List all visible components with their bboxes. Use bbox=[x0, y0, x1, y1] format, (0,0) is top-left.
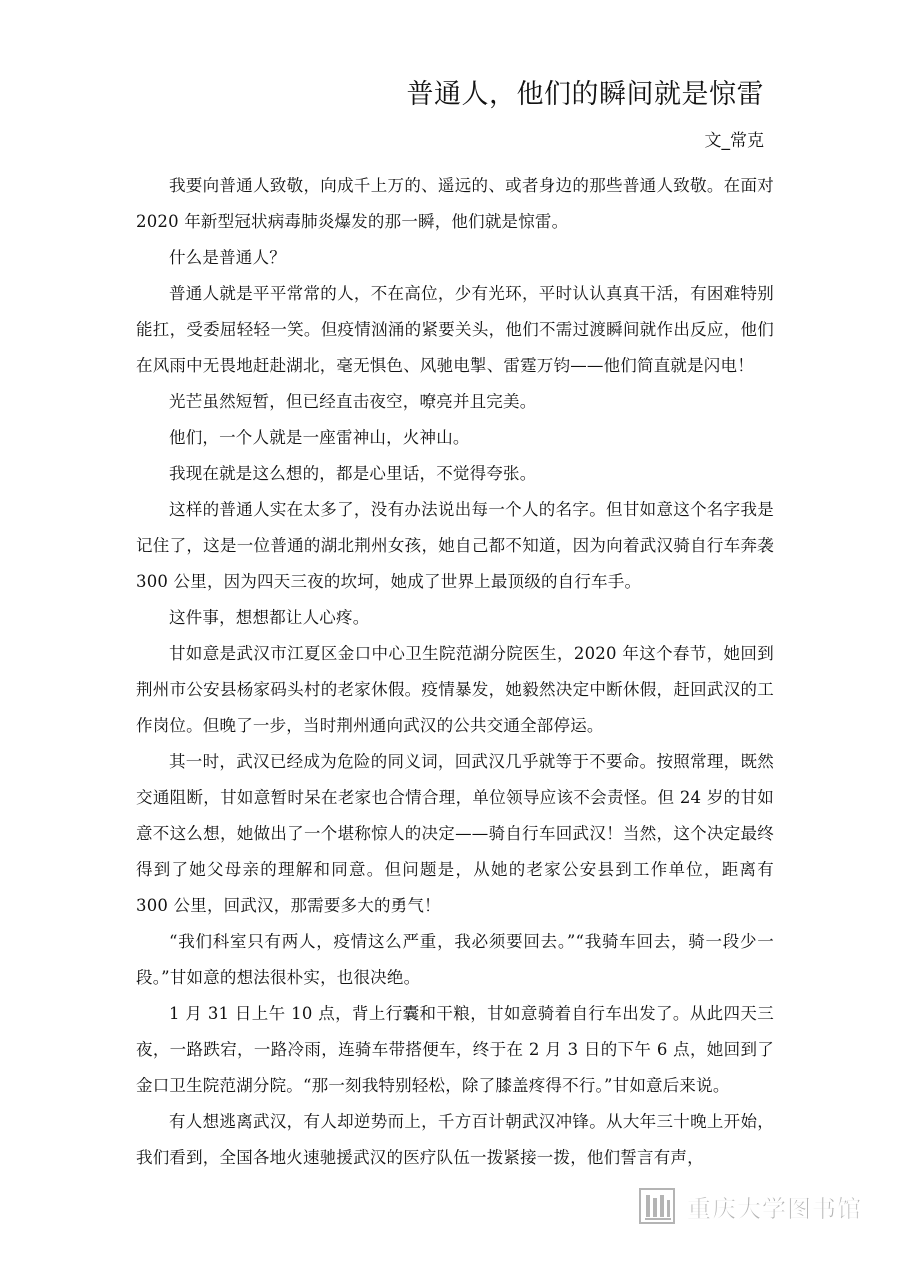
paragraph: 普通人就是平平常常的人，不在高位，少有光环，平时认认真真干活，有困难特别能扛，受委屈轻轻一笑。但疫情汹涌的紧要关头，他们不需过渡瞬间就作出反应，他们在风雨中无畏地赶赴湖北，毫无惧色、风驰电掣、雷霆万钧——他们简直就是闪电！ bbox=[136, 284, 774, 375]
paragraph: 什么是普通人？ bbox=[169, 248, 286, 267]
paragraph: 他们，一个人就是一座雷神山，火神山。 bbox=[169, 428, 470, 447]
watermark-text: 重庆大学图书馆 bbox=[687, 1194, 862, 1223]
paragraph: 光芒虽然短暂，但已经直击夜空，嘹亮并且完美。 bbox=[169, 392, 537, 411]
library-watermark bbox=[637, 1186, 862, 1226]
paragraph: 其一时，武汉已经成为危险的同义词，回武汉几乎就等于不要命。按照常理，既然交通阻断，甘如意暂时呆在老家也合情合理，单位领导应该不会责怪。但 24 岁的甘如意不这么想，她做出了一个堪称惊人的决定——骑自行车回武汉！当然，这个决定最终得到了她父母亲的理解和同意。但问题是，从她的老家公安县到工作单位，距离有 300 公里，回武汉，那需要多大的勇气！ bbox=[136, 752, 774, 915]
paragraph: 这样的普通人实在太多了，没有办法说出每一个人的名字。但甘如意这个名字我是记住了，这是一位普通的湖北荆州女孩，她自己都不知道，因为向着武汉骑自行车奔袭 300 公里，因为四天三夜的坎坷，她成了世界上最顶级的自行车手。 bbox=[136, 500, 774, 591]
paragraph: 这件事，想想都让人心疼。 bbox=[169, 608, 370, 627]
paragraph: 我要向普通人致敬，向成千上万的、遥远的、或者身边的那些普通人致敬。在面对 2020 年新型冠状病毒肺炎爆发的那一瞬，他们就是惊雷。 bbox=[136, 176, 774, 231]
paragraph: 1 月 31 日上午 10 点，背上行囊和干粮，甘如意骑着自行车出发了。从此四天三夜，一路跌宕，一路冷雨，连骑车带搭便车，终于在 2 月 3 日的下午 6 点，她回到了金口卫生院范湖分院。“那一刻我特别轻松，除了膝盖疼得不行。”甘如意后来说。 bbox=[136, 1004, 775, 1095]
paragraph: 有人想逃离武汉，有人却逆势而上，千方百计朝武汉冲锋。从大年三十晚上开始，我们看到，全国各地火速驰援武汉的医疗队伍一拨紧接一拨，他们誓言有声， bbox=[136, 1112, 774, 1167]
library-logo-icon bbox=[637, 1186, 677, 1226]
article-author: 文_常克 bbox=[704, 131, 764, 151]
article-body bbox=[136, 168, 774, 1176]
paragraph: 甘如意是武汉市江夏区金口中心卫生院范湖分院医生，2020 年这个春节，她回到荆州市公安县杨家码头村的老家休假。疫情暴发，她毅然决定中断休假，赶回武汉的工作岗位。但晚了一步，当时荆州通向武汉的公共交通全部停运。 bbox=[136, 644, 774, 735]
paragraph: “我们科室只有两人，疫情这么严重，我必须要回去。”“我骑车回去，骑一段少一段。”甘如意的想法很朴实，也很决绝。 bbox=[136, 932, 774, 987]
article-title: 普通人，他们的瞬间就是惊雷 bbox=[406, 79, 764, 110]
paragraph: 我现在就是这么想的，都是心里话，不觉得夸张。 bbox=[169, 464, 537, 483]
